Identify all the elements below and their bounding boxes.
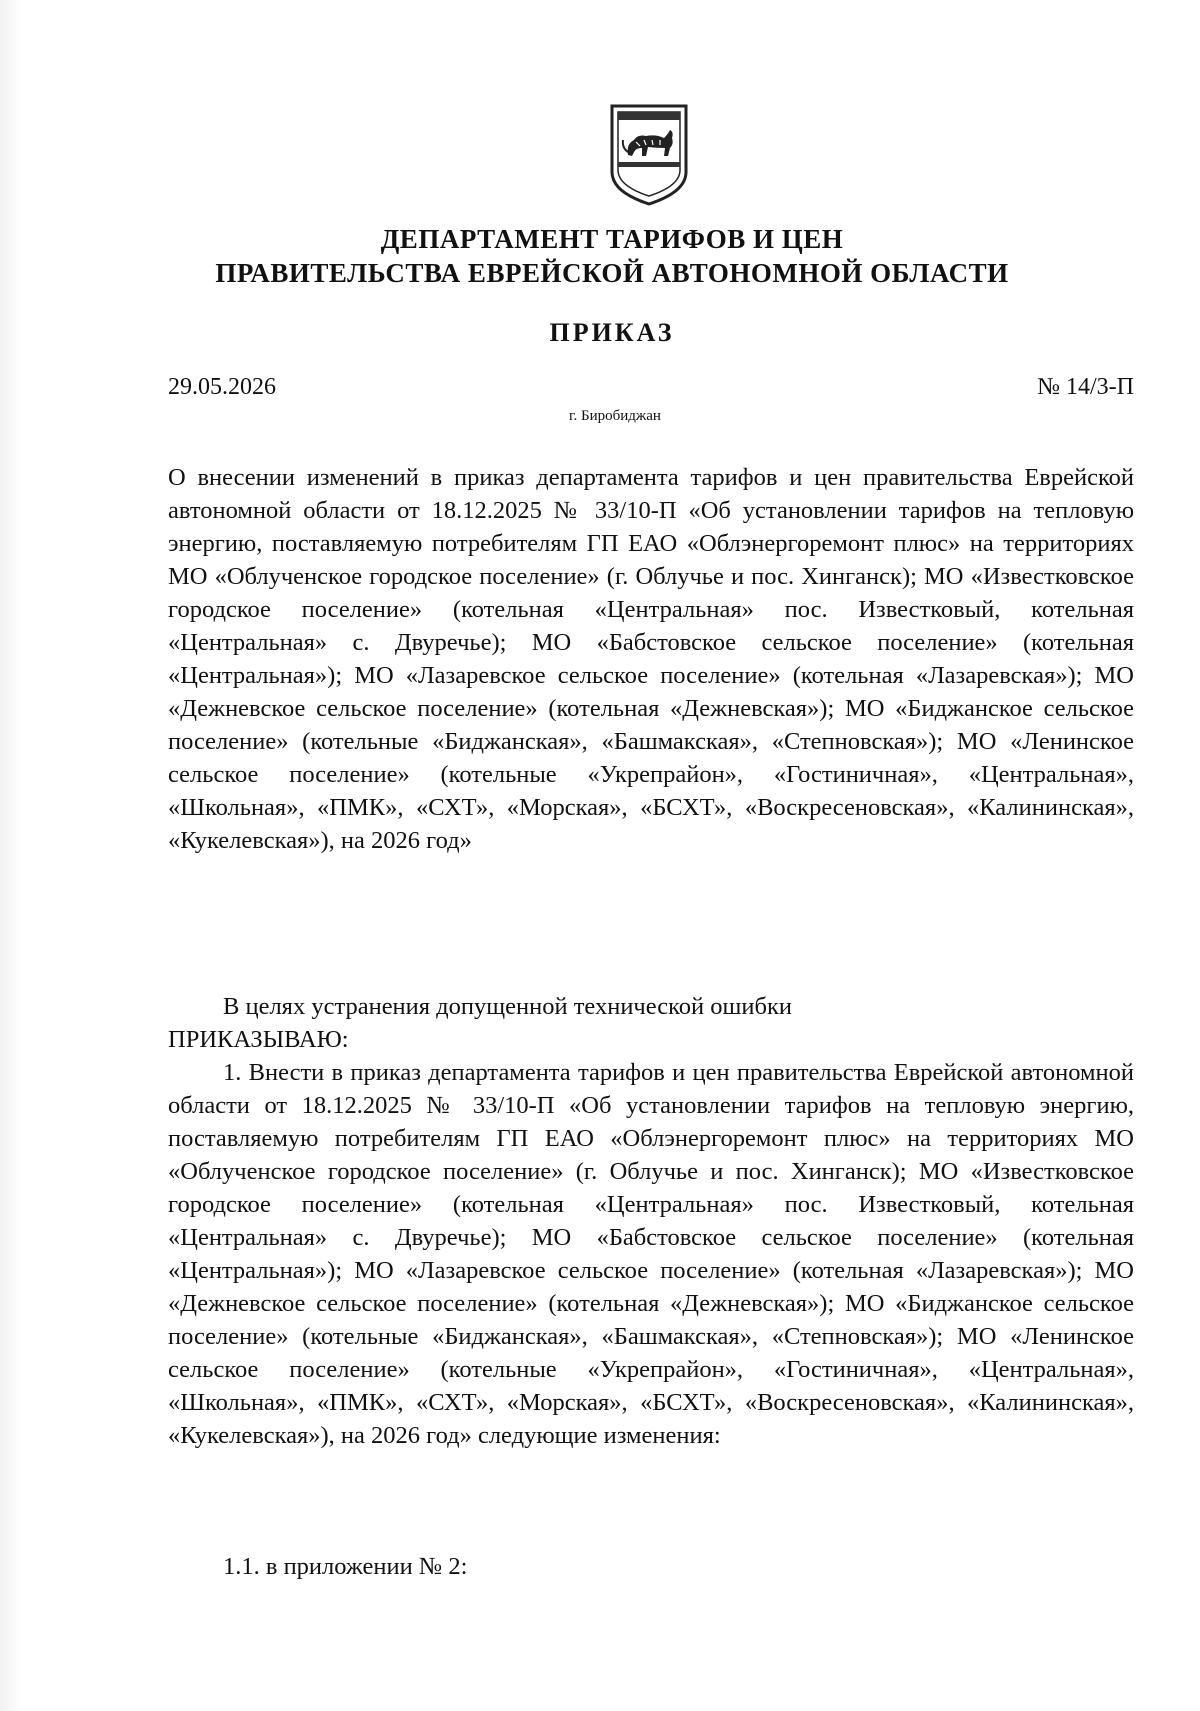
preamble-order-word: ПРИКАЗЫВАЮ: (168, 1026, 349, 1053)
department-title-line1: ДЕПАРТАМЕНТ ТАРИФОВ И ЦЕН (380, 224, 844, 254)
preamble-purpose: В целях устранения допущенной технической ошибки (223, 993, 792, 1020)
preamble (168, 990, 1134, 1056)
document-number: № 14/3-П (1037, 374, 1134, 400)
coat-of-arms-icon (608, 100, 690, 208)
document-type-title: ПРИКАЗ (549, 318, 675, 347)
order-item-1-1: 1.1. в приложении № 2: (223, 1553, 468, 1580)
document-city: г. Биробиджан (569, 408, 661, 424)
order-item-1: 1. Внести в приказ департамента тарифов и цен правительства Еврейской автономной области от 18.12.2025 № 33/10-П «Об установлении тарифов на тепловую энергию, поставляемую потребителям ГП ЕАО «Облэнергоремонт плюс» на территориях МО «Облученское городское поселение» (г. Облучье и пос. Хинганск); МО «Известковское городское поселение» (котельная «Центральная» пос. Известковый, котельная «Центральная» с. Двуречье); МО «Бабстовское сельское поселение» (котельная «Центральная»); МО «Лазаревское сельское поселение» (котельная «Лазаревская»); МО «Дежневское сельское поселение» (котельная «Дежневская»); МО «Биджанское сельское поселение» (котельные «Биджанская», «Башмакская», «Степновская»); МО «Ленинское сельское поселение» (котельные «Укрепрайон», «Гостиничная», «Центральная», «Школьная», «ПМК», «СХТ», «Морская», «БСХТ», «Воскресеновская», «Калининская», «Кукелевская»), на 2026 год» следующие изменения: (168, 1059, 1134, 1449)
document-subject: О внесении изменений в приказ департамента тарифов и цен правительства Еврейской автономной области от 18.12.2025 № 33/10-П «Об установлении тарифов на тепловую энергию, поставляемую потребителям ГП ЕАО «Облэнергоремонт плюс» на территориях МО «Облученское городское поселение» (г. Облучье и пос. Хинганск); МО «Известковское городское поселение» (котельная «Центральная» пос. Известковый, котельная «Центральная» с. Двуречье); МО «Бабстовское сельское поселение» (котельная «Центральная»); МО «Лазаревское сельское поселение» (котельная «Лазаревская»); МО «Дежневское сельское поселение» (котельная «Дежневская»); МО «Биджанское сельское поселение» (котельные «Биджанская», «Башмакская», «Степновская»); МО «Ленинское сельское поселение» (котельные «Укрепрайон», «Гостиничная», «Центральная», «Школьная», «ПМК», «СХТ», «Морская», «БСХТ», «Воскресеновская», «Калининская», «Кукелевская»), на 2026 год» (168, 464, 1134, 854)
department-title-line2: ПРАВИТЕЛЬСТВА ЕВРЕЙСКОЙ АВТОНОМНОЙ ОБЛАСТИ (215, 258, 1009, 288)
document-date: 29.05.2026 (168, 374, 276, 400)
